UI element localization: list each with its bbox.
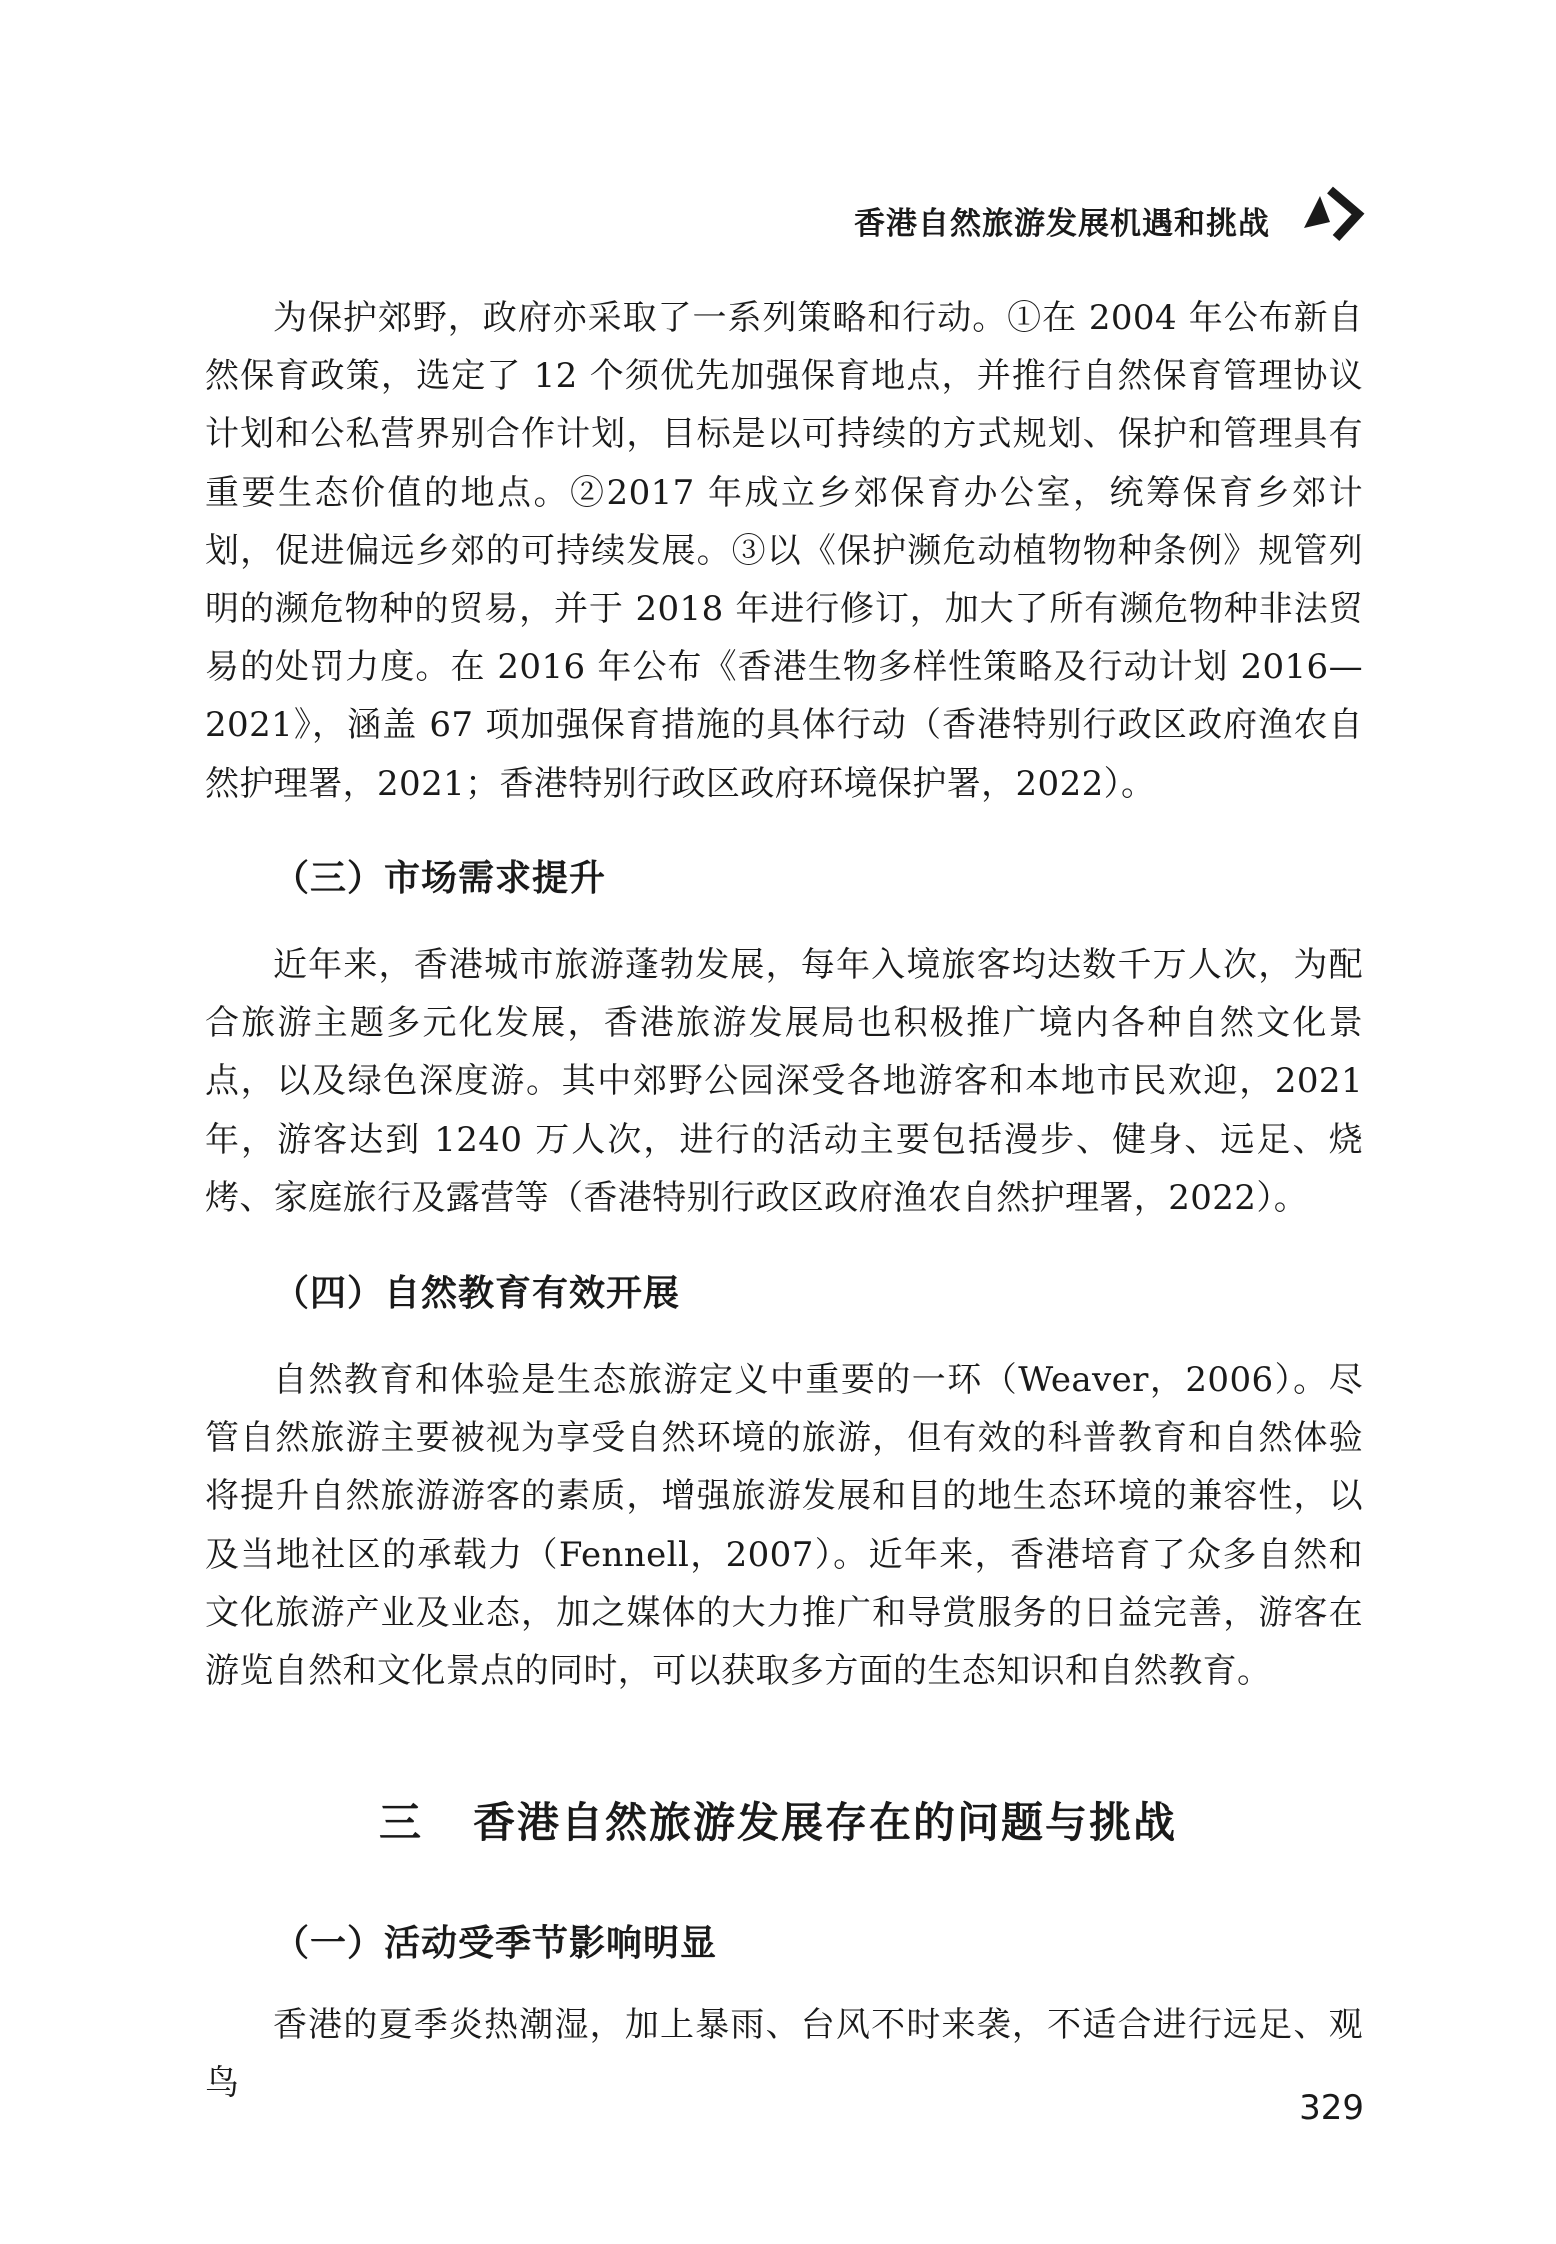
paragraph-protection-measures: 为保护郊野，政府亦采取了一系列策略和行动。①在 2004 年公布新自然保育政策，选定了 12 个须优先加强保育地点，并推行自然保育管理协议计划和公私营界别合作计划，目标是以可持续的方式规划、保护和管理具有重要生态价值的地点。②2017 年成立乡郊保育办公室，统筹保育乡郊计划，促进偏远乡郊的可持续发展。③以《保护濒危动植物物种条例》规管列明的濒危物种的贸易，并于 2018 年进行修订，加大了所有濒危物种非法贸易的处罚力度。在 2016 年公布《香港生物多样性策略及行动计划 2016—2021》，涵盖 67 项加强保育措施的具体行动（香港特别行政区政府渔农自然护理署，2021；香港特别行政区政府环境保护署，2022）。 [205,298,1363,804]
subheading-market-demand: （三）市场需求提升 [273,858,607,899]
header-logo-icon [1300,182,1368,244]
running-header-title: 香港自然旅游发展机遇和挑战 [854,205,1270,242]
section-number: 三 [378,1798,423,1847]
paragraph-seasonal-impact: 香港的夏季炎热潮湿，加上暴雨、台风不时来袭，不适合进行远足、观鸟 [205,2005,1363,2104]
subheading-seasonal-impact: （一）活动受季节影响明显 [273,1923,718,1964]
section-heading [0,1790,1556,1850]
paragraph-nature-education: 自然教育和体验是生态旅游定义中重要的一环（Weaver，2006）。尽管自然旅游主要被视为享受自然环境的旅游，但有效的科普教育和自然体验将提升自然旅游游客的素质，增强旅游发展和目的地生态环境的兼容性，以及当地社区的承载力（Fennell，2007）。近年来，香港培育了众多自然和文化旅游产业及业态，加之媒体的大力推广和导赏服务的日益完善，游客在游览自然和文化景点的同时，可以获取多方面的生态知识和自然教育。 [205,1360,1363,1692]
subheading-nature-education: （四）自然教育有效开展 [273,1273,681,1314]
page-number: 329 [1299,2088,1364,2128]
running-header [854,190,1270,250]
section-title: 香港自然旅游发展存在的问题与挑战 [473,1798,1178,1847]
paragraph-market-demand: 近年来，香港城市旅游蓬勃发展，每年入境旅客均达数千万人次，为配合旅游主题多元化发展，香港旅游发展局也积极推广境内各种自然文化景点，以及绿色深度游。其中郊野公园深受各地游客和本地市民欢迎，2021 年，游客达到 1240 万人次，进行的活动主要包括漫步、健身、远足、烧烤、家庭旅行及露营等（香港特别行政区政府渔农自然护理署，2022）。 [205,945,1363,1218]
